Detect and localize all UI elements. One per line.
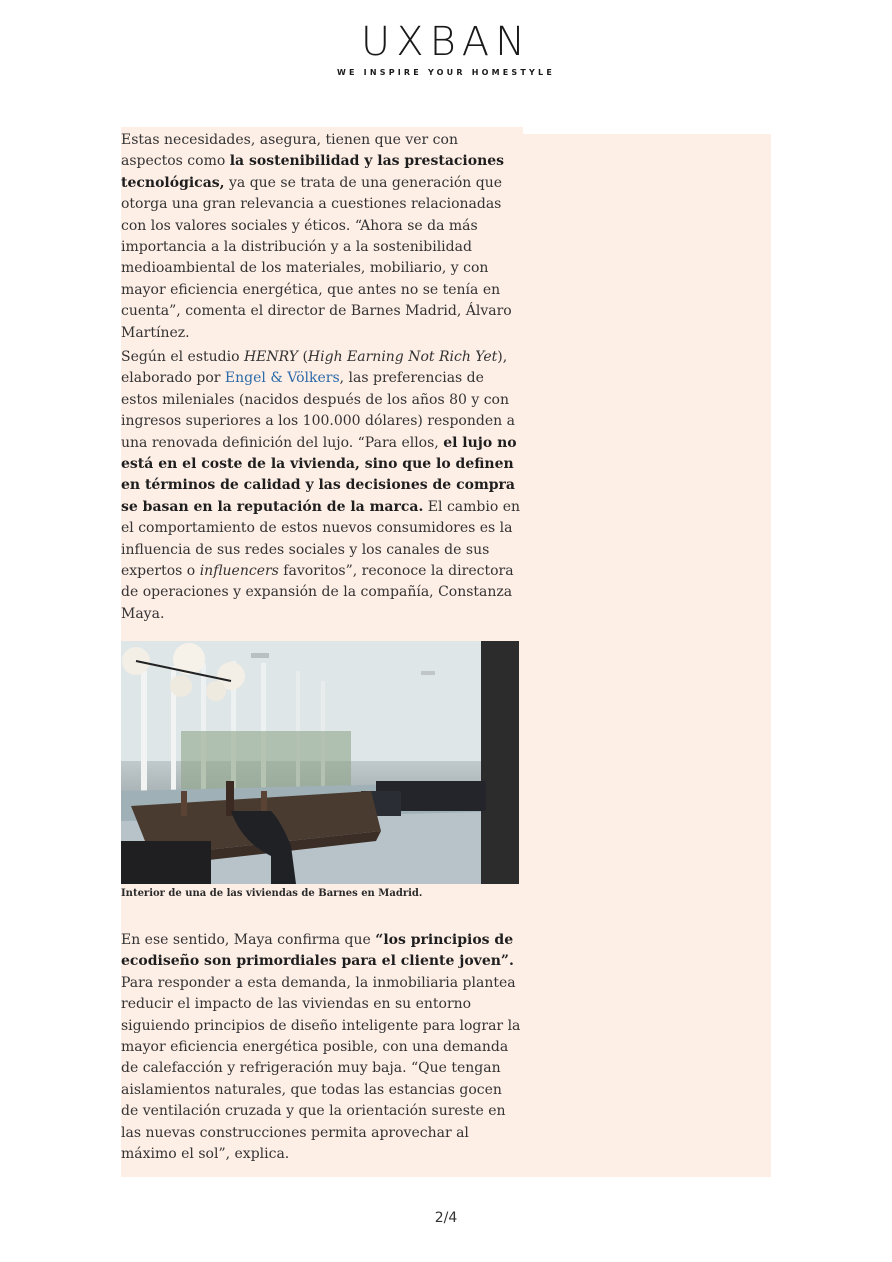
p2-italic-3: influencers <box>199 563 279 580</box>
p2-italic-2: High Earning Not Rich Yet <box>307 349 498 365</box>
p1-text-1: Estas necesidades, asegura, tienen que ver con aspectos como <box>121 132 458 170</box>
p2-text-4: , las preferencias de estos mileniales (nacidos después de los años 80 y con ingresos superiores a los 100.000 dólares) responden a una renovada definición del lujo. “Para ellos, <box>121 370 515 451</box>
p3-text-2: Para responder a esta demanda, la inmobiliaria plantea reducir el impacto de las viviendas en su entorno siguiendo principios de diseño inteligente para lograr la mayor eficiencia energética posible, con una demanda de calefacción y refrigeración muy baja. “Que tengan aislamientos naturales, que todas las estancias gocen de ventilación cruzada y que la orientación sureste en las nuevas construcciones permita aprovechar al máximo el sol”, explica. <box>121 974 521 1163</box>
p2-text-3: ), elaborado por <box>121 349 508 387</box>
logo-wordmark: UXBAN <box>360 19 532 65</box>
p2-text-2: ( <box>298 349 308 365</box>
p3-text-1: En ese sentido, Maya confirma que <box>121 932 376 948</box>
p1-bold-1: la sostenibilidad y las prestaciones tecnológicas, <box>121 153 505 191</box>
p2-text-5: El cambio en el comportamiento de estos nuevos consumidores es la influencia de sus redes sociales y los canales de sus expertos o <box>121 498 521 580</box>
paragraph-3 <box>121 930 521 1165</box>
paragraph-2 <box>121 347 521 625</box>
p3-bold-1: “los principios de ecodiseño son primordiales para el cliente joven”. <box>121 932 514 970</box>
interior-illustration <box>121 641 519 884</box>
brand-logo <box>0 19 892 77</box>
p2-text-6: favoritos”, reconoce la directora de operaciones y expansión de la compañía, Constanza Maya. <box>121 563 514 622</box>
p2-italic-1: HENRY <box>243 349 298 365</box>
p2-bold-1: el lujo no está en el coste de la vivienda, sino que lo definen en términos de calidad y las decisiones de compra se basan en la reputación de la marca. <box>121 434 517 515</box>
engel-volkers-link[interactable]: Engel & Völkers <box>224 370 340 387</box>
paragraph-1 <box>121 130 521 344</box>
image-caption: Interior de una de las viviendas de Barnes en Madrid. <box>121 888 423 899</box>
p1-text-2: ya que se trata de una generación que otorga una gran relevancia a cuestiones relacionadas con los valores sociales y éticos. “Ahora se da más importancia a la distribución y a la sostenibilidad medioambiental de los materiales, mobiliario, y con mayor eficiencia energética, que antes no se tenía en cuenta”, comenta el director de Barnes Madrid, Álvaro Martínez. <box>121 174 512 341</box>
logo-tagline: WE INSPIRE YOUR HOMESTYLE <box>336 68 555 77</box>
interior-photo <box>121 641 519 884</box>
page-number: 2/4 <box>434 1210 458 1226</box>
p2-text-1: Según el estudio <box>121 349 244 365</box>
